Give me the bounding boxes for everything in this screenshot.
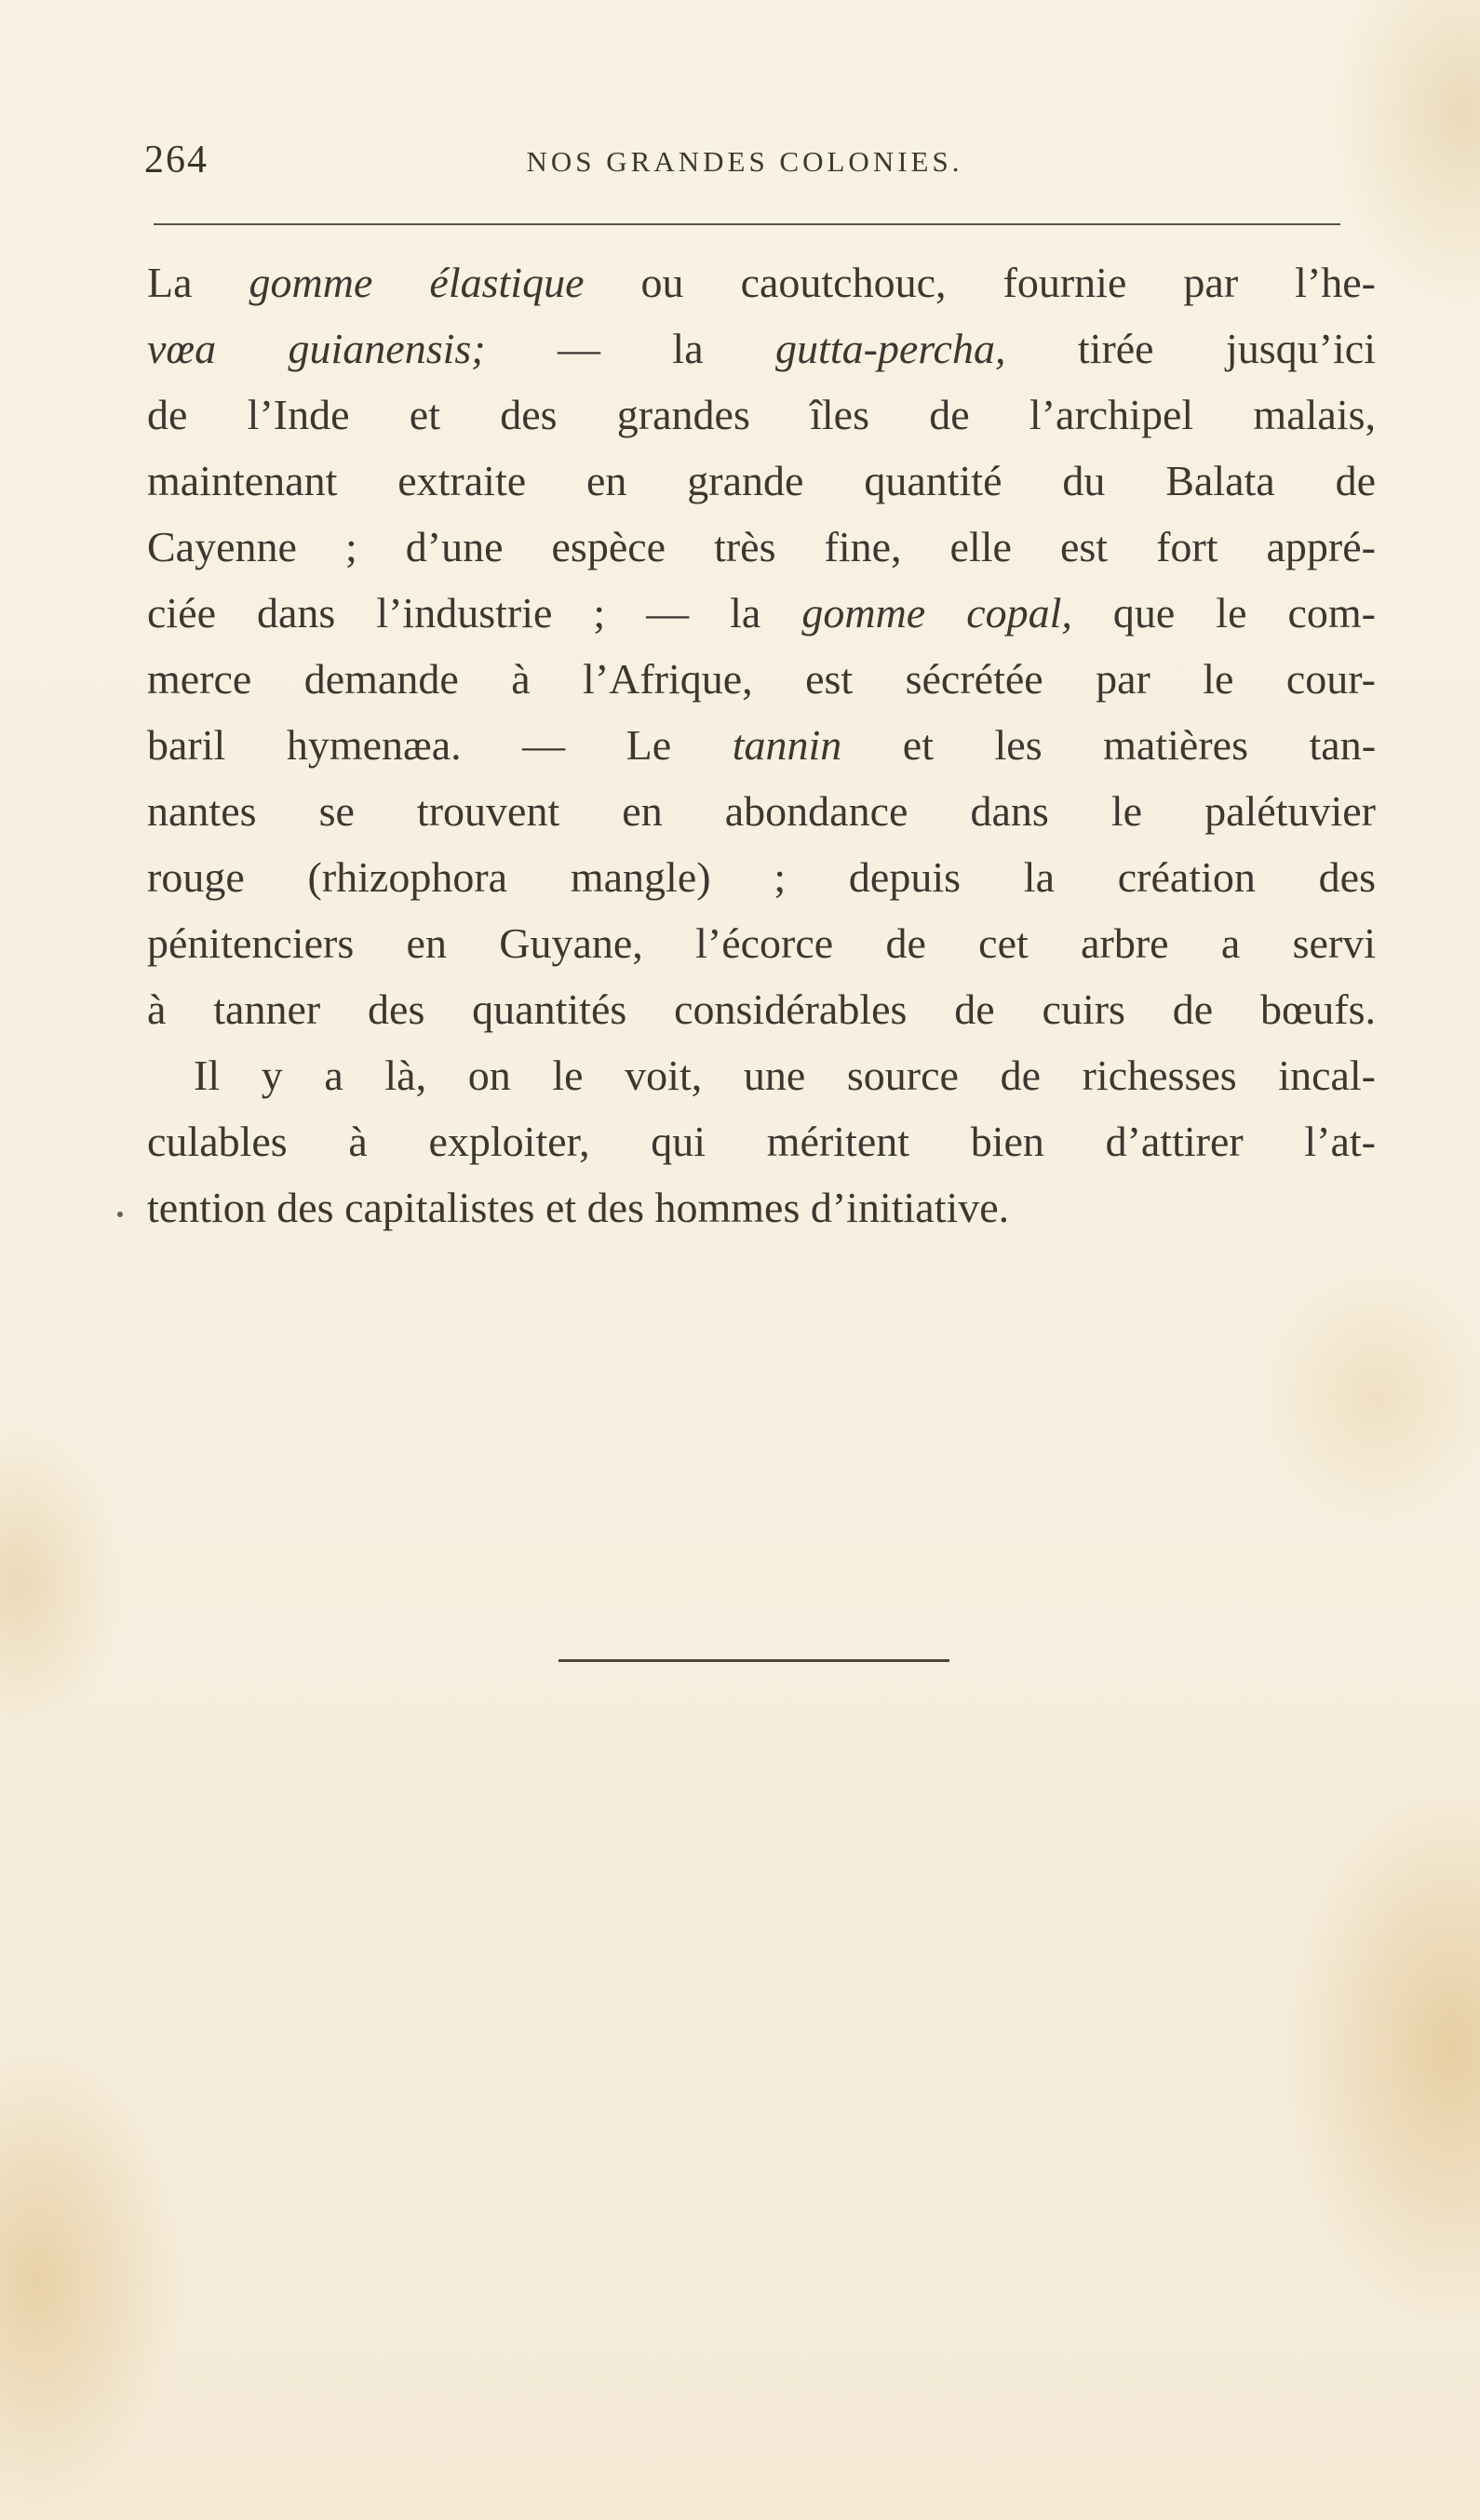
- header-rule: [154, 223, 1340, 225]
- text-line: culables à exploiter, qui méritent bien d’attirer l’at-: [147, 1118, 1376, 1165]
- text-line: La gomme élastique ou caoutchouc, fournie par l’he-: [147, 259, 1377, 306]
- body-text: [147, 249, 1376, 1240]
- text-line: merce demande à l’Afrique, est sécrétée par le cour-: [147, 655, 1376, 703]
- text-line: vœa guianensis; — la gutta-percha, tirée jusqu’ici: [147, 325, 1376, 372]
- text-line: baril hymenæa. — Le tannin et les matières tan-: [147, 721, 1377, 769]
- text-line: de l’Inde et des grandes îles de l’archipel malais,: [147, 391, 1376, 438]
- chapter-end-rule: [558, 1659, 949, 1662]
- text-line: maintenant extraite en grande quantité du Balata de: [147, 457, 1376, 504]
- ink-speck: [117, 1212, 123, 1217]
- text-line: à tanner des quantités considérables de cuirs de bœufs.: [147, 985, 1376, 1033]
- text-line: ciée dans l’industrie ; — la gomme copal, que le com-: [147, 589, 1376, 637]
- text-line: tention des capitalistes et des hommes d’initiative.: [147, 1184, 1010, 1231]
- text-line: rouge (rhizophora mangle) ; depuis la création des: [147, 853, 1376, 901]
- text-line: Il y a là, on le voit, une source de richesses incal-: [194, 1052, 1376, 1099]
- text-line: Cayenne ; d’une espèce très fine, elle est fort appré-: [147, 523, 1376, 570]
- text-line: nantes se trouvent en abondance dans le palétuvier: [147, 787, 1376, 835]
- running-title: NOS GRANDES COLONIES.: [526, 145, 963, 178]
- text-line: pénitenciers en Guyane, l’écorce de cet arbre a servi: [147, 919, 1376, 967]
- page-header: [144, 138, 1345, 194]
- page-number: 264: [144, 139, 209, 181]
